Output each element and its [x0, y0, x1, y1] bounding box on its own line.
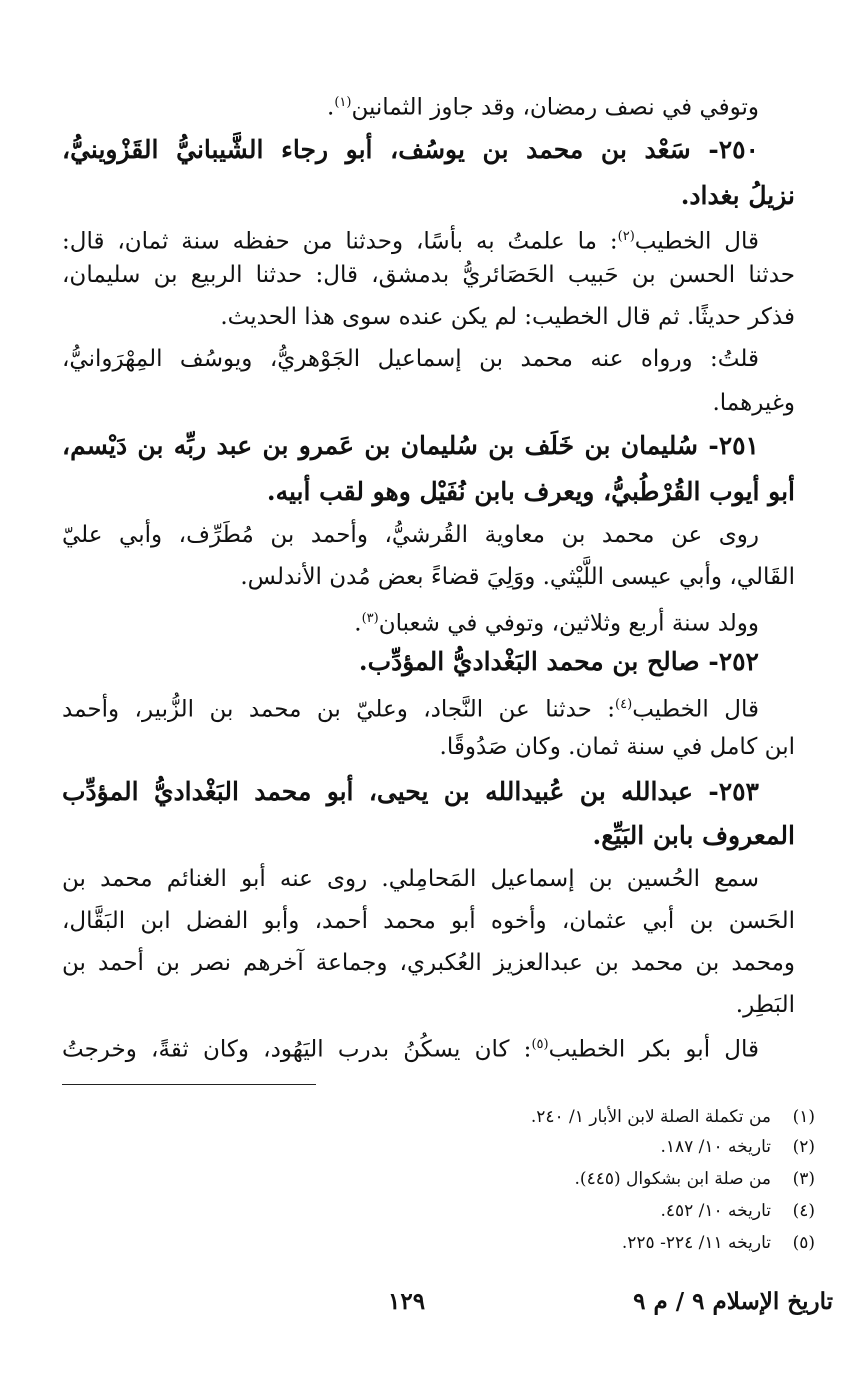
footnote-text: تاريخه ١١/ ٢٢٤- ٢٢٥.	[621, 1233, 771, 1253]
line-text: المعروف بابن البَيِّع.	[592, 821, 795, 850]
footnote	[62, 1168, 815, 1190]
footnote-marker: (٢)	[617, 229, 635, 244]
line-text-tail: : ما علمتُ به بأسًا، وحدثنا من حفظه سنة ثمان، قال:	[62, 228, 618, 255]
line-text: ٢٥١- سُليمان بن خَلَف بن سُليمان بن عَمرو بن عبد ربِّه بن دَيْسم،	[62, 431, 759, 460]
footnote-marker: (٥)	[531, 1037, 549, 1052]
paragraph-line	[62, 260, 795, 290]
line-text-tail: : كان يسكُنُ بدرب اليَهُود، وكان ثقةً، وخرجتُ	[62, 1036, 532, 1063]
page-number: ١٢٩	[388, 1288, 426, 1315]
entry-heading-line	[62, 134, 759, 166]
entry-heading-line	[62, 476, 795, 508]
line-text: فذكر حديثًا. ثم قال الخطيب: لم يكن عنده سوى هذا الحديث.	[220, 304, 795, 330]
paragraph-line	[62, 948, 795, 978]
line-text: ٢٥٢- صالح بن محمد البَغْداديُّ المؤدِّب.	[358, 647, 759, 676]
paragraph-line	[62, 562, 795, 592]
paragraph-line	[62, 344, 759, 374]
running-footer-title: تاريخ الإسلام ٩ / م ٩	[633, 1288, 833, 1315]
line-text: ومحمد بن محمد بن عبدالعزيز العُكبري، وجماعة آخرهم نصر بن أحمد بن	[62, 950, 795, 976]
paragraph-line	[62, 732, 795, 762]
paragraph-line	[62, 520, 759, 550]
line-text: قال الخطيب	[634, 228, 759, 255]
line-text: روى عن محمد بن معاوية القُرشيُّ، وأحمد بن مُطَرِّف، وأبي عليّ	[62, 522, 759, 548]
footnote-number: (٥)	[792, 1233, 815, 1253]
footnote	[62, 1232, 815, 1254]
paragraph-line	[62, 388, 795, 418]
line-text: قال أبو بكر الخطيب	[548, 1036, 760, 1063]
line-text: وغيرهما.	[712, 390, 795, 416]
line-text: ابن كامل في سنة ثمان. وكان صَدُوقًا.	[439, 734, 795, 760]
footnote	[62, 1106, 815, 1128]
entry-heading-line	[62, 776, 759, 808]
paragraph-line	[62, 88, 759, 123]
paragraph-line	[62, 990, 795, 1020]
paragraph-line	[62, 1030, 759, 1065]
footnote-number: (١)	[792, 1107, 815, 1127]
footnote-marker: (١)	[334, 95, 352, 110]
paragraph-line	[62, 604, 759, 639]
entry-heading-line	[62, 180, 795, 212]
entry-heading-line	[62, 820, 795, 852]
line-text: حدثنا الحسن بن حَبيب الحَصَائريُّ بدمشق، قال: حدثنا الربيع بن سليمان،	[62, 262, 795, 288]
line-text: الحَسن بن أبي عثمان، وأخوه أبو محمد أحمد، وأبو الفضل ابن البَقَّال،	[62, 908, 795, 934]
line-text: القَالي، وأبي عيسى اللَّيْثي. ووَلِيَ قضاءً بعض مُدن الأندلس.	[240, 564, 795, 590]
line-text: وتوفي في نصف رمضان، وقد جاوز الثمانين	[351, 94, 759, 121]
footnote-marker: (٤)	[615, 697, 633, 712]
footnote-number: (٤)	[792, 1201, 815, 1221]
line-text: سمع الحُسين بن إسماعيل المَحامِلي. روى عنه أبو الغنائم محمد بن	[62, 866, 759, 892]
footnote-text: تاريخه ١٠/ ٤٥٢.	[660, 1201, 771, 1221]
footnote-marker: (٣)	[361, 611, 379, 626]
footnote-number: (٣)	[792, 1169, 815, 1189]
footnote-text: تاريخه ١٠/ ١٨٧.	[660, 1137, 771, 1157]
line-text: نزيلُ بغداد.	[680, 181, 795, 210]
line-text: ٢٥٠- سَعْد بن محمد بن يوسُف، أبو رجاء الشَّيبانيُّ القَزْوينيُّ،	[62, 135, 759, 164]
paragraph-line	[62, 690, 759, 725]
line-text: أبو أيوب القُرْطُبيُّ، ويعرف بابن نُفَيْل وهو لقب أبيه.	[266, 477, 795, 506]
footnote-text: من تكملة الصلة لابن الأبار ١/ ٢٤٠.	[530, 1107, 771, 1127]
paragraph-line	[62, 906, 795, 936]
entry-heading-line	[62, 430, 759, 462]
paragraph-line	[62, 222, 759, 257]
line-text-tail: .	[354, 610, 362, 637]
line-text: ٢٥٣- عبدالله بن عُبيدالله بن يحيى، أبو محمد البَغْداديُّ المؤدِّب	[62, 777, 759, 806]
footnote-number: (٢)	[792, 1137, 815, 1157]
line-text: البَطِر.	[735, 992, 795, 1018]
entry-heading-line	[62, 646, 759, 678]
footnote-separator	[62, 1084, 316, 1085]
paragraph-line	[62, 864, 759, 894]
footnote	[62, 1200, 815, 1222]
footnote-text: من صلة ابن بشكوال (٤٤٥).	[574, 1169, 771, 1189]
line-text: قلتُ: ورواه عنه محمد بن إسماعيل الجَوْهريُّ، ويوسُف المِهْرَوانيُّ،	[62, 346, 759, 372]
paragraph-line	[62, 302, 795, 332]
line-text: قال الخطيب	[632, 696, 759, 723]
footnote	[62, 1136, 815, 1158]
line-text-tail: .	[327, 94, 335, 121]
line-text-tail: : حدثنا عن النَّجاد، وعليّ بن محمد بن الزُّبير، وأحمد	[62, 696, 616, 723]
line-text: وولد سنة أربع وثلاثين، وتوفي في شعبان	[378, 610, 759, 637]
